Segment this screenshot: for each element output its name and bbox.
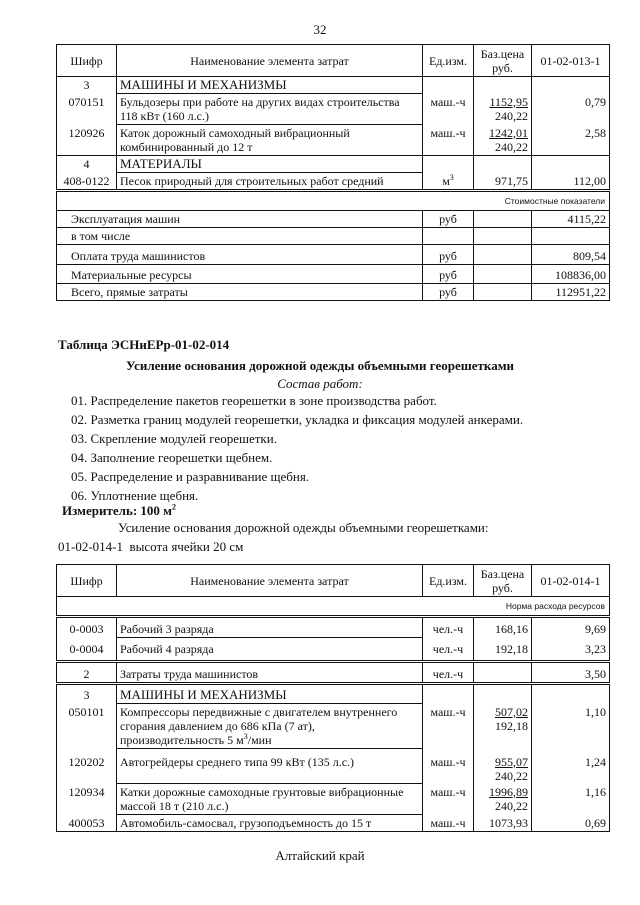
section-title: МАТЕРИАЛЫ — [117, 156, 423, 173]
row-price: 955,07 — [495, 754, 528, 769]
table-header-row — [57, 565, 610, 597]
norm-line — [58, 539, 243, 555]
row-unit: маш.-ч — [423, 749, 474, 784]
table-row — [57, 94, 610, 125]
operation-item: 02. Разметка границ модулей георешетки, укладка и фиксация модулей анкерами. — [71, 412, 524, 427]
table-row — [57, 617, 610, 638]
row-price: 168,16 — [474, 617, 532, 638]
section-number: 3 — [57, 77, 117, 94]
row-name: Бульдозеры при работе на других видах строительства 118 кВт (160 л.с.) — [117, 94, 423, 125]
row-price-machinist: 240,22 — [495, 139, 528, 154]
row-code: 0-0004 — [57, 638, 117, 662]
header-name: Наименование элемента затрат — [117, 565, 423, 597]
row-price: 971,75 — [474, 173, 532, 191]
row-name: Автомобиль-самосвал, грузоподъемность до 15 т — [117, 815, 423, 832]
subtitle: Усиление основания дорожной одежды объемными георешетками: — [118, 520, 489, 535]
operation-item: 04. Заполнение георешетки щебнем. — [71, 450, 273, 465]
footer-region: Алтайский край — [275, 848, 365, 863]
row-value: 3,50 — [532, 662, 610, 684]
row-value: 112,00 — [532, 173, 610, 191]
row-unit: чел.-ч — [423, 617, 474, 638]
row-code: 120926 — [57, 125, 117, 156]
row-value: 9,69 — [532, 617, 610, 638]
section-number: 3 — [57, 684, 117, 704]
work-title: Усиление основания дорожной одежды объемными георешетками — [125, 358, 515, 373]
section-title: МАШИНЫ И МЕХАНИЗМЫ — [117, 77, 423, 94]
total-value: 108836,00 — [532, 265, 610, 284]
total-row — [57, 284, 610, 301]
row-unit: чел.-ч — [423, 638, 474, 662]
total-row — [57, 228, 610, 245]
header-base-price: Баз.цена руб. — [474, 565, 532, 597]
operation-item: 03. Скрепление модулей георешетки. — [71, 431, 277, 446]
section-row — [57, 156, 610, 173]
total-label: Оплата труда машинистов — [57, 245, 423, 265]
table-row — [57, 173, 610, 191]
row-unit: маш.-ч — [423, 784, 474, 815]
row-code: 120202 — [57, 749, 117, 784]
table-row — [57, 125, 610, 156]
row-code: 2 — [57, 662, 117, 684]
row-value: 2,58 — [532, 125, 610, 156]
section-row — [57, 684, 610, 704]
row-price: 507,02 — [495, 704, 528, 719]
total-unit: руб — [423, 265, 474, 284]
row-price: 1073,93 — [474, 815, 532, 832]
row-name: Рабочий 3 разряда — [117, 617, 423, 638]
total-unit: руб — [423, 211, 474, 228]
composition-title: Состав работ: — [277, 376, 363, 391]
row-unit: маш.-ч — [423, 125, 474, 156]
norm-label: Норма расхода ресурсов — [57, 597, 610, 617]
row-price: 1996,89 — [489, 784, 528, 799]
header-norm-code: 01-02-013-1 — [532, 45, 610, 77]
total-value: 112951,22 — [532, 284, 610, 301]
header-norm-code: 01-02-014-1 — [532, 565, 610, 597]
norm-line-code: 01-02-014-1 — [58, 539, 123, 554]
table-row — [57, 704, 610, 749]
total-row — [57, 245, 610, 265]
row-name: Рабочий 4 разряда — [117, 638, 423, 662]
table-row — [57, 749, 610, 784]
table-header-row — [57, 45, 610, 77]
row-value: 3,23 — [532, 638, 610, 662]
header-code: Шифр — [57, 45, 117, 77]
table-row — [57, 815, 610, 832]
header-unit: Ед.изм. — [423, 565, 474, 597]
row-price-machinist: 240,22 — [495, 798, 528, 813]
cost-table-1 — [56, 44, 610, 301]
row-price: 192,18 — [474, 638, 532, 662]
row-name: Компрессоры передвижные с двигателем внутреннего сгорания давлением до 686 кПа (7 ат), производительность 5 $м^3$/мин — [117, 704, 423, 749]
row-name: Песок природный для строительных работ средний — [117, 173, 423, 191]
row-code: 070151 — [57, 94, 117, 125]
total-row — [57, 211, 610, 228]
cost-indicators-label: Стоимостные показатели — [57, 191, 610, 211]
row-price-machinist: 240,22 — [495, 108, 528, 123]
row-price-machinist: 240,22 — [495, 768, 528, 783]
row-unit: маш.-ч — [423, 815, 474, 832]
total-label: Материальные ресурсы — [57, 265, 423, 284]
header-code: Шифр — [57, 565, 117, 597]
norm-line-desc: высота ячейки 20 см — [129, 539, 244, 554]
row-price: 1152,95 — [489, 94, 528, 109]
row-unit: маш.-ч — [423, 94, 474, 125]
section-number: 4 — [57, 156, 117, 173]
cost-table-2 — [56, 564, 610, 832]
row-value: 0,69 — [532, 815, 610, 832]
row-value: 0,79 — [532, 94, 610, 125]
row-name: Затраты труда машинистов — [117, 662, 423, 684]
header-unit: Ед.изм. — [423, 45, 474, 77]
row-name: Автогрейдеры среднего типа 99 кВт (135 л.с.) — [117, 749, 423, 784]
table-row — [57, 662, 610, 684]
row-value: 1,10 — [532, 704, 610, 749]
row-unit: $м^3$ — [423, 173, 474, 191]
row-name: Каток дорожный самоходный вибрационный комбинированный до 12 т — [117, 125, 423, 156]
total-value: 809,54 — [532, 245, 610, 265]
operation-item: 01. Распределение пакетов георешетки в зоне производства работ. — [71, 393, 437, 408]
row-price-machinist: 192,18 — [495, 718, 528, 733]
row-unit: маш.-ч — [423, 704, 474, 749]
row-name: Катки дорожные самоходные грунтовые вибрационные массой 18 т (210 л.с.) — [117, 784, 423, 815]
row-value: 1,24 — [532, 749, 610, 784]
operations-list — [71, 393, 523, 507]
total-unit: руб — [423, 245, 474, 265]
page-number: 32 — [313, 22, 327, 37]
row-code: 120934 — [57, 784, 117, 815]
total-row — [57, 265, 610, 284]
meter-label: Измеритель: 100 $м^2$ — [62, 502, 177, 518]
row-code: 050101 — [57, 704, 117, 749]
table-title: Таблица ЭСНиЕРр-01-02-014 — [58, 337, 230, 352]
row-value: 1,16 — [532, 784, 610, 815]
row-code: 400053 — [57, 815, 117, 832]
total-value: 4115,22 — [532, 211, 610, 228]
total-label: в том числе — [57, 228, 423, 245]
operation-item: 05. Распределение и разравнивание щебня. — [71, 469, 310, 484]
row-code: 408-0122 — [57, 173, 117, 191]
table-row — [57, 784, 610, 815]
operation-item: 06. Уплотнение щебня. — [71, 488, 199, 503]
table-row — [57, 638, 610, 662]
total-label: Эксплуатация машин — [57, 211, 423, 228]
header-name: Наименование элемента затрат — [117, 45, 423, 77]
header-base-price: Баз.цена руб. — [474, 45, 532, 77]
section-title: МАШИНЫ И МЕХАНИЗМЫ — [117, 684, 423, 704]
row-unit: чел.-ч — [423, 662, 474, 684]
total-unit: руб — [423, 284, 474, 301]
row-price: 1242,01 — [489, 125, 528, 140]
total-label: Всего, прямые затраты — [57, 284, 423, 301]
section-row — [57, 77, 610, 94]
row-code: 0-0003 — [57, 617, 117, 638]
